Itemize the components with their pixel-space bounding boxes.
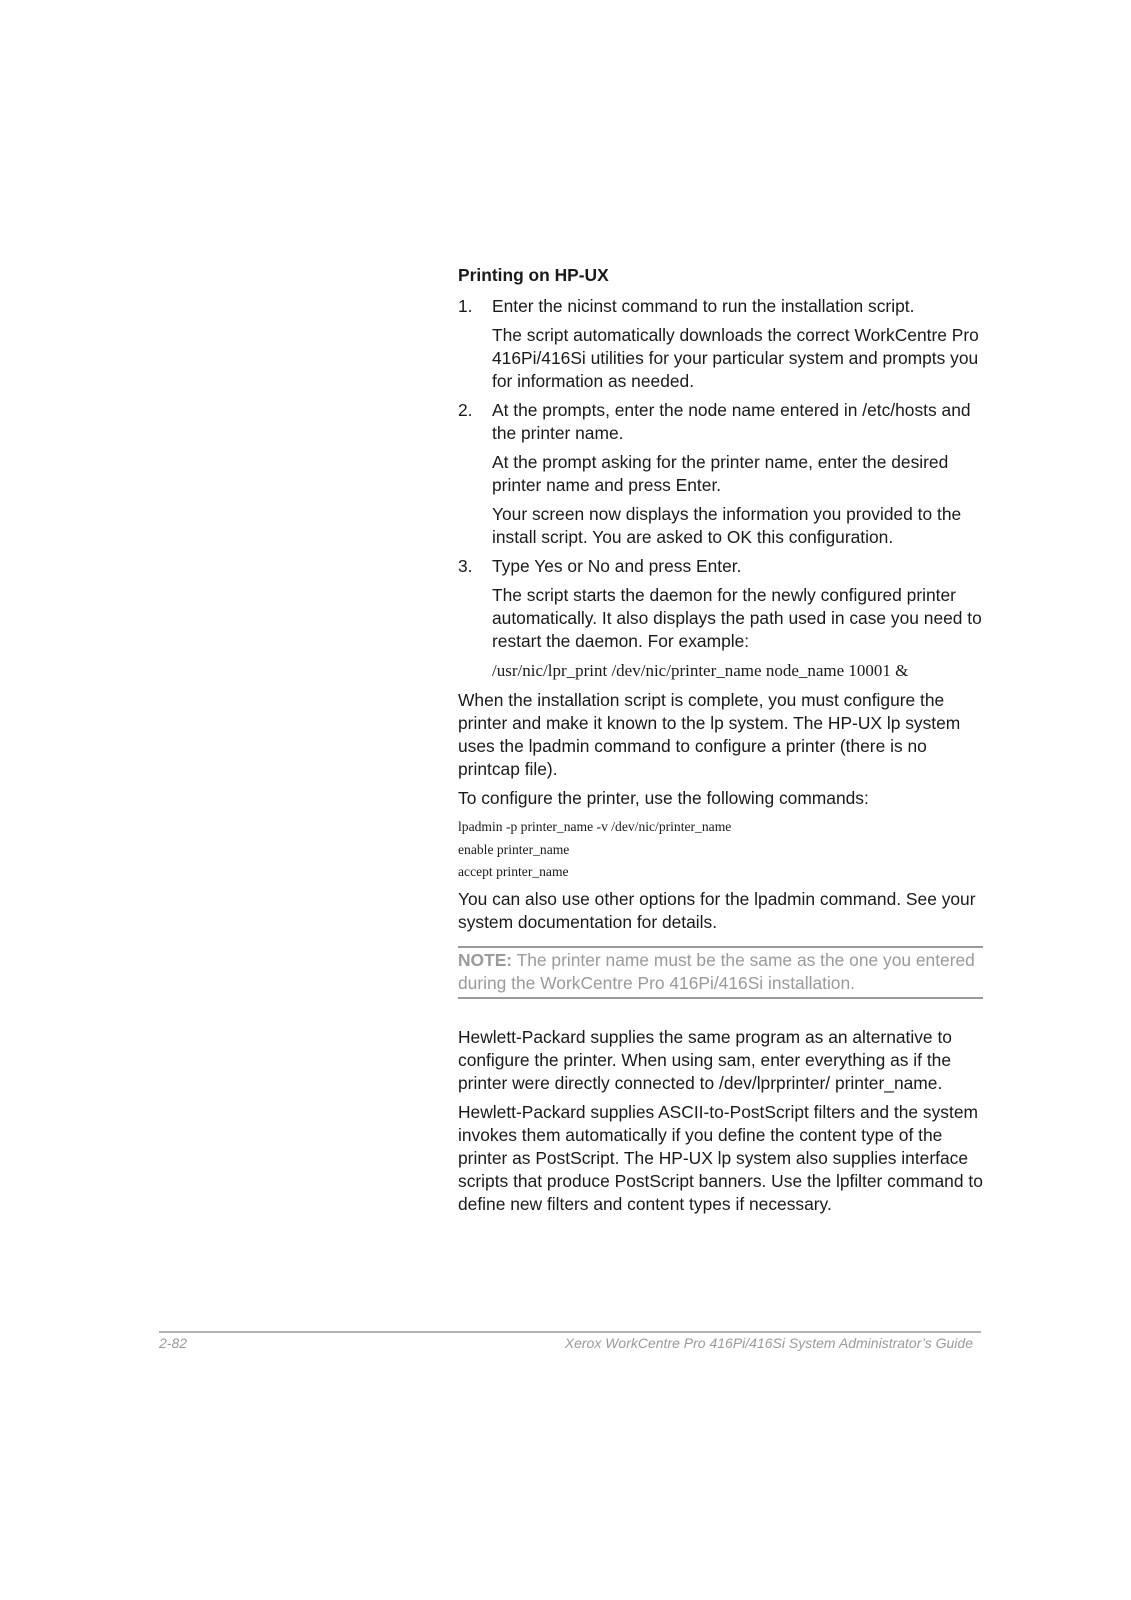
main-column <box>458 264 983 1222</box>
code-example: /usr/nic/lpr_print /dev/nic/printer_name node_name 10001 & <box>492 661 909 680</box>
body-paragraph: You can also use other options for the lpadmin command. See your system documentation for details. <box>458 888 976 932</box>
step-1 <box>458 295 983 318</box>
step-number: 3. <box>458 556 473 576</box>
body-paragraph: Hewlett-Packard supplies ASCII-to-PostScript filters and the system invokes them automatically if you define the content type of the printer as PostScript. The HP-UX lp system also supplies interface scripts that produce PostScript banners. Use the lpfilter command to define new filters and content types if necessary. <box>458 1101 983 1214</box>
step-number: 1. <box>458 296 473 316</box>
command-line: accept printer_name <box>458 864 569 879</box>
step-text: Type Yes or No and press Enter. <box>492 556 742 576</box>
body-paragraph: Hewlett-Packard supplies the same program as an alternative to configure the printer. When using sam, enter everything as if the printer were directly connected to /dev/lprprinter/ printer_name. <box>458 1026 952 1093</box>
command-line: lpadmin -p printer_name -v /dev/nic/printer_name <box>458 819 732 834</box>
step-text: At the prompts, enter the node name entered in /etc/hosts and the printer name. <box>492 400 971 443</box>
step-number: 2. <box>458 400 473 420</box>
step-detail: The script starts the daemon for the newly configured printer automatically. It also displays the path used in case you need to restart the daemon. For example: <box>492 585 982 651</box>
command-line: enable printer_name <box>458 841 570 857</box>
note-box <box>458 946 983 999</box>
step-text: Enter the nicinst command to run the installation script. <box>492 296 915 316</box>
body-paragraph: To configure the printer, use the following commands: <box>458 788 869 808</box>
step-2 <box>458 399 983 445</box>
step-detail: At the prompt asking for the printer name, enter the desired printer name and press Enter. <box>492 452 949 495</box>
command-list <box>458 816 983 884</box>
note-text: The printer name must be the same as the one you entered during the WorkCentre Pro 416Pi/416Si installation. <box>458 949 975 993</box>
page-footer <box>159 1331 981 1351</box>
note-label: NOTE: <box>458 949 513 970</box>
page-number: 2-82 <box>159 1335 188 1351</box>
step-detail: Your screen now displays the information you provided to the install script. You are asked to OK this configuration. <box>492 504 962 547</box>
body-paragraph: When the installation script is complete, you must configure the printer and make it known to the lp system. The HP-UX lp system uses the lpadmin command to configure a printer (there is no printcap file). <box>458 690 961 779</box>
step-detail: The script automatically downloads the correct WorkCentre Pro 416Pi/416Si utilities for your particular system and prompts you for information as needed. <box>492 325 979 391</box>
section-heading: Printing on HP-UX <box>458 265 609 285</box>
guide-title: Xerox WorkCentre Pro 416Pi/416Si System Administrator’s Guide <box>564 1335 973 1351</box>
step-3 <box>458 555 983 578</box>
